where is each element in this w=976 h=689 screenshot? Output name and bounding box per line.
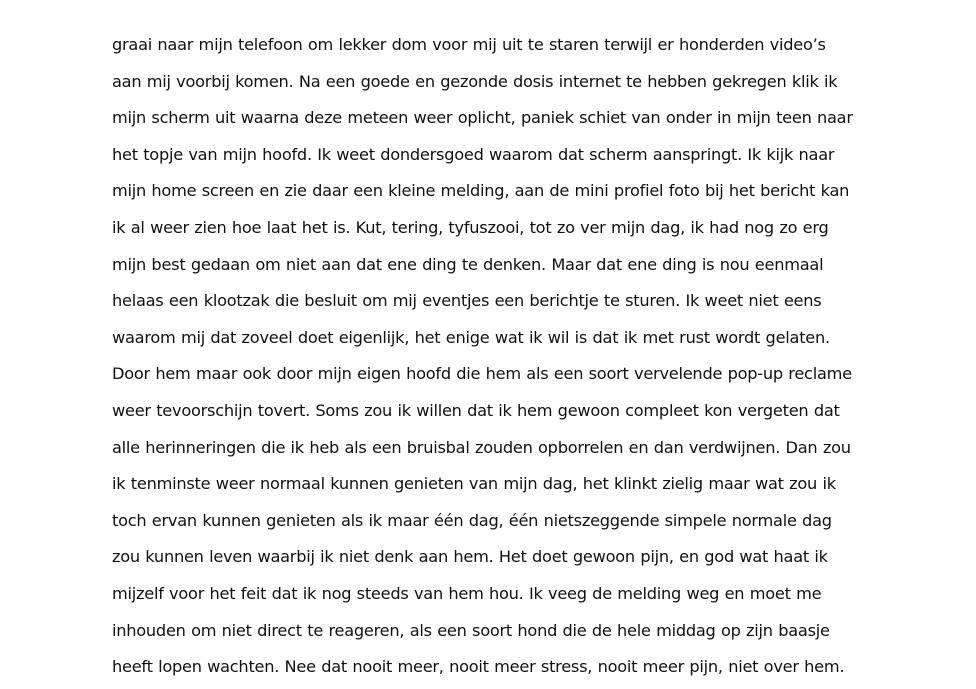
- text-line-5: mijn home screen en zie daar een kleine melding, aan de mini profiel foto bij het bericht kan: [112, 181, 850, 201]
- text-line-3: mijn scherm uit waarna deze meteen weer oplicht, paniek schiet van onder in mijn teen naar: [112, 108, 853, 128]
- text-line-18: heeft lopen wachten. Nee dat nooit meer, nooit meer stress, nooit meer pijn, niet over hem.: [112, 657, 845, 677]
- text-line-13: ik tenminste weer normaal kunnen genieten van mijn dag, het klinkt zielig maar wat zou ik: [112, 474, 836, 494]
- text-line-12: alle herinneringen die ik heb als een bruisbal zouden opborrelen en dan verdwijnen. Dan zou: [112, 437, 851, 457]
- text-line-16: mijzelf voor het feit dat ik nog steeds van hem hou. Ik veeg de melding weg en moet me: [112, 583, 822, 603]
- text-line-14: toch ervan kunnen genieten als ik maar één dag, één nietszeggende simpele normale dag: [112, 510, 832, 530]
- text-line-1: graai naar mijn telefoon om lekker dom voor mij uit te staren terwijl er honderden video’s: [112, 35, 826, 54]
- text-line-11: weer tevoorschijn tovert. Soms zou ik willen dat ik hem gewoon compleet kon vergeten dat: [112, 400, 840, 420]
- text-line-8: helaas een klootzak die besluit om mij eventjes een berichtje te sturen. Ik weet niet eens: [112, 291, 822, 311]
- body-text: [112, 27, 872, 686]
- text-line-7: mijn best gedaan om niet aan dat ene ding te denken. Maar dat ene ding is nou eenmaal: [112, 254, 824, 274]
- text-line-6: ik al weer zien hoe laat het is. Kut, tering, tyfuszooi, tot zo ver mijn dag, ik had nog zo erg: [112, 217, 829, 237]
- text-line-10: Door hem maar ook door mijn eigen hoofd die hem als een soort vervelende pop-up reclame: [112, 364, 852, 384]
- text-line-17: inhouden om niet direct te reageren, als een soort hond die de hele middag op zijn baasje: [112, 620, 830, 640]
- text-line-15: zou kunnen leven waarbij ik niet denk aan hem. Het doet gewoon pijn, en god wat haat ik: [112, 547, 828, 567]
- text-line-2: aan mij voorbij komen. Na een goede en gezonde dosis internet te hebben gekregen klik ik: [112, 71, 838, 91]
- text-line-4: het topje van mijn hoofd. Ik weet dondersgoed waarom dat scherm aanspringt. Ik kijk naar: [112, 144, 835, 164]
- text-line-9: waarom mij dat zoveel doet eigenlijk, het enige wat ik wil is dat ik met rust wordt gelaten.: [112, 327, 830, 347]
